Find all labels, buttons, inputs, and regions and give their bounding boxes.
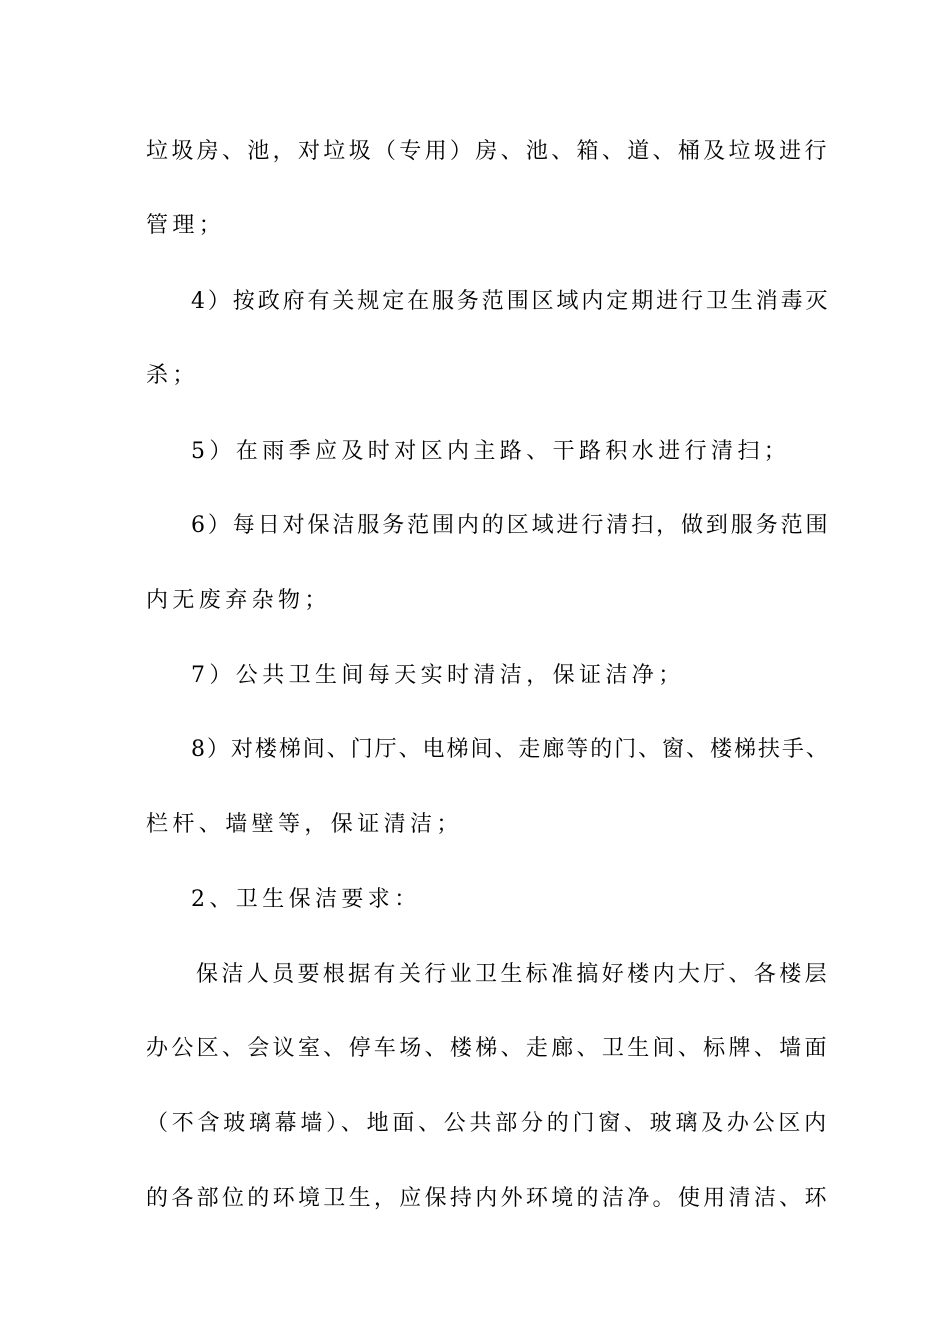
text-line: 内无废弃杂物； — [146, 588, 331, 613]
text-line: 8）对楼梯间、门厅、电梯间、走廊等的门、窗、楼梯扶手、 — [191, 737, 830, 762]
text-line: 垃圾房、池，对垃圾（专用）房、池、箱、道、桶及垃圾进行 — [146, 139, 830, 164]
text-line: 5）在雨季应及时对区内主路、干路积水进行清扫； — [191, 439, 791, 464]
text-line: 保洁人员要根据有关行业卫生标准搞好楼内大厅、各楼层 — [196, 962, 831, 987]
text-line: 6）每日对保洁服务范围内的区域进行清扫，做到服务范围 — [191, 513, 831, 538]
text-line: 7）公共卫生间每天实时清洁，保证洁净； — [191, 663, 685, 688]
text-line: 的各部位的环境卫生，应保持内外环境的洁净。使用清洁、环 — [146, 1186, 830, 1211]
text-line: 管理； — [146, 213, 226, 238]
text-line: 4）按政府有关规定在服务范围区域内定期进行卫生消毒灭 — [191, 289, 831, 314]
text-line: 杀； — [146, 363, 199, 388]
text-line: 栏杆、墙壁等，保证清洁； — [146, 812, 463, 837]
text-line: 办公区、会议室、停车场、楼梯、走廊、卫生间、标牌、墙面 — [146, 1036, 830, 1061]
text-line: （不含玻璃幕墙）、地面、公共部分的门窗、玻璃及办公区内 — [146, 1111, 830, 1136]
section-heading: 2、卫生保洁要求： — [191, 887, 421, 912]
